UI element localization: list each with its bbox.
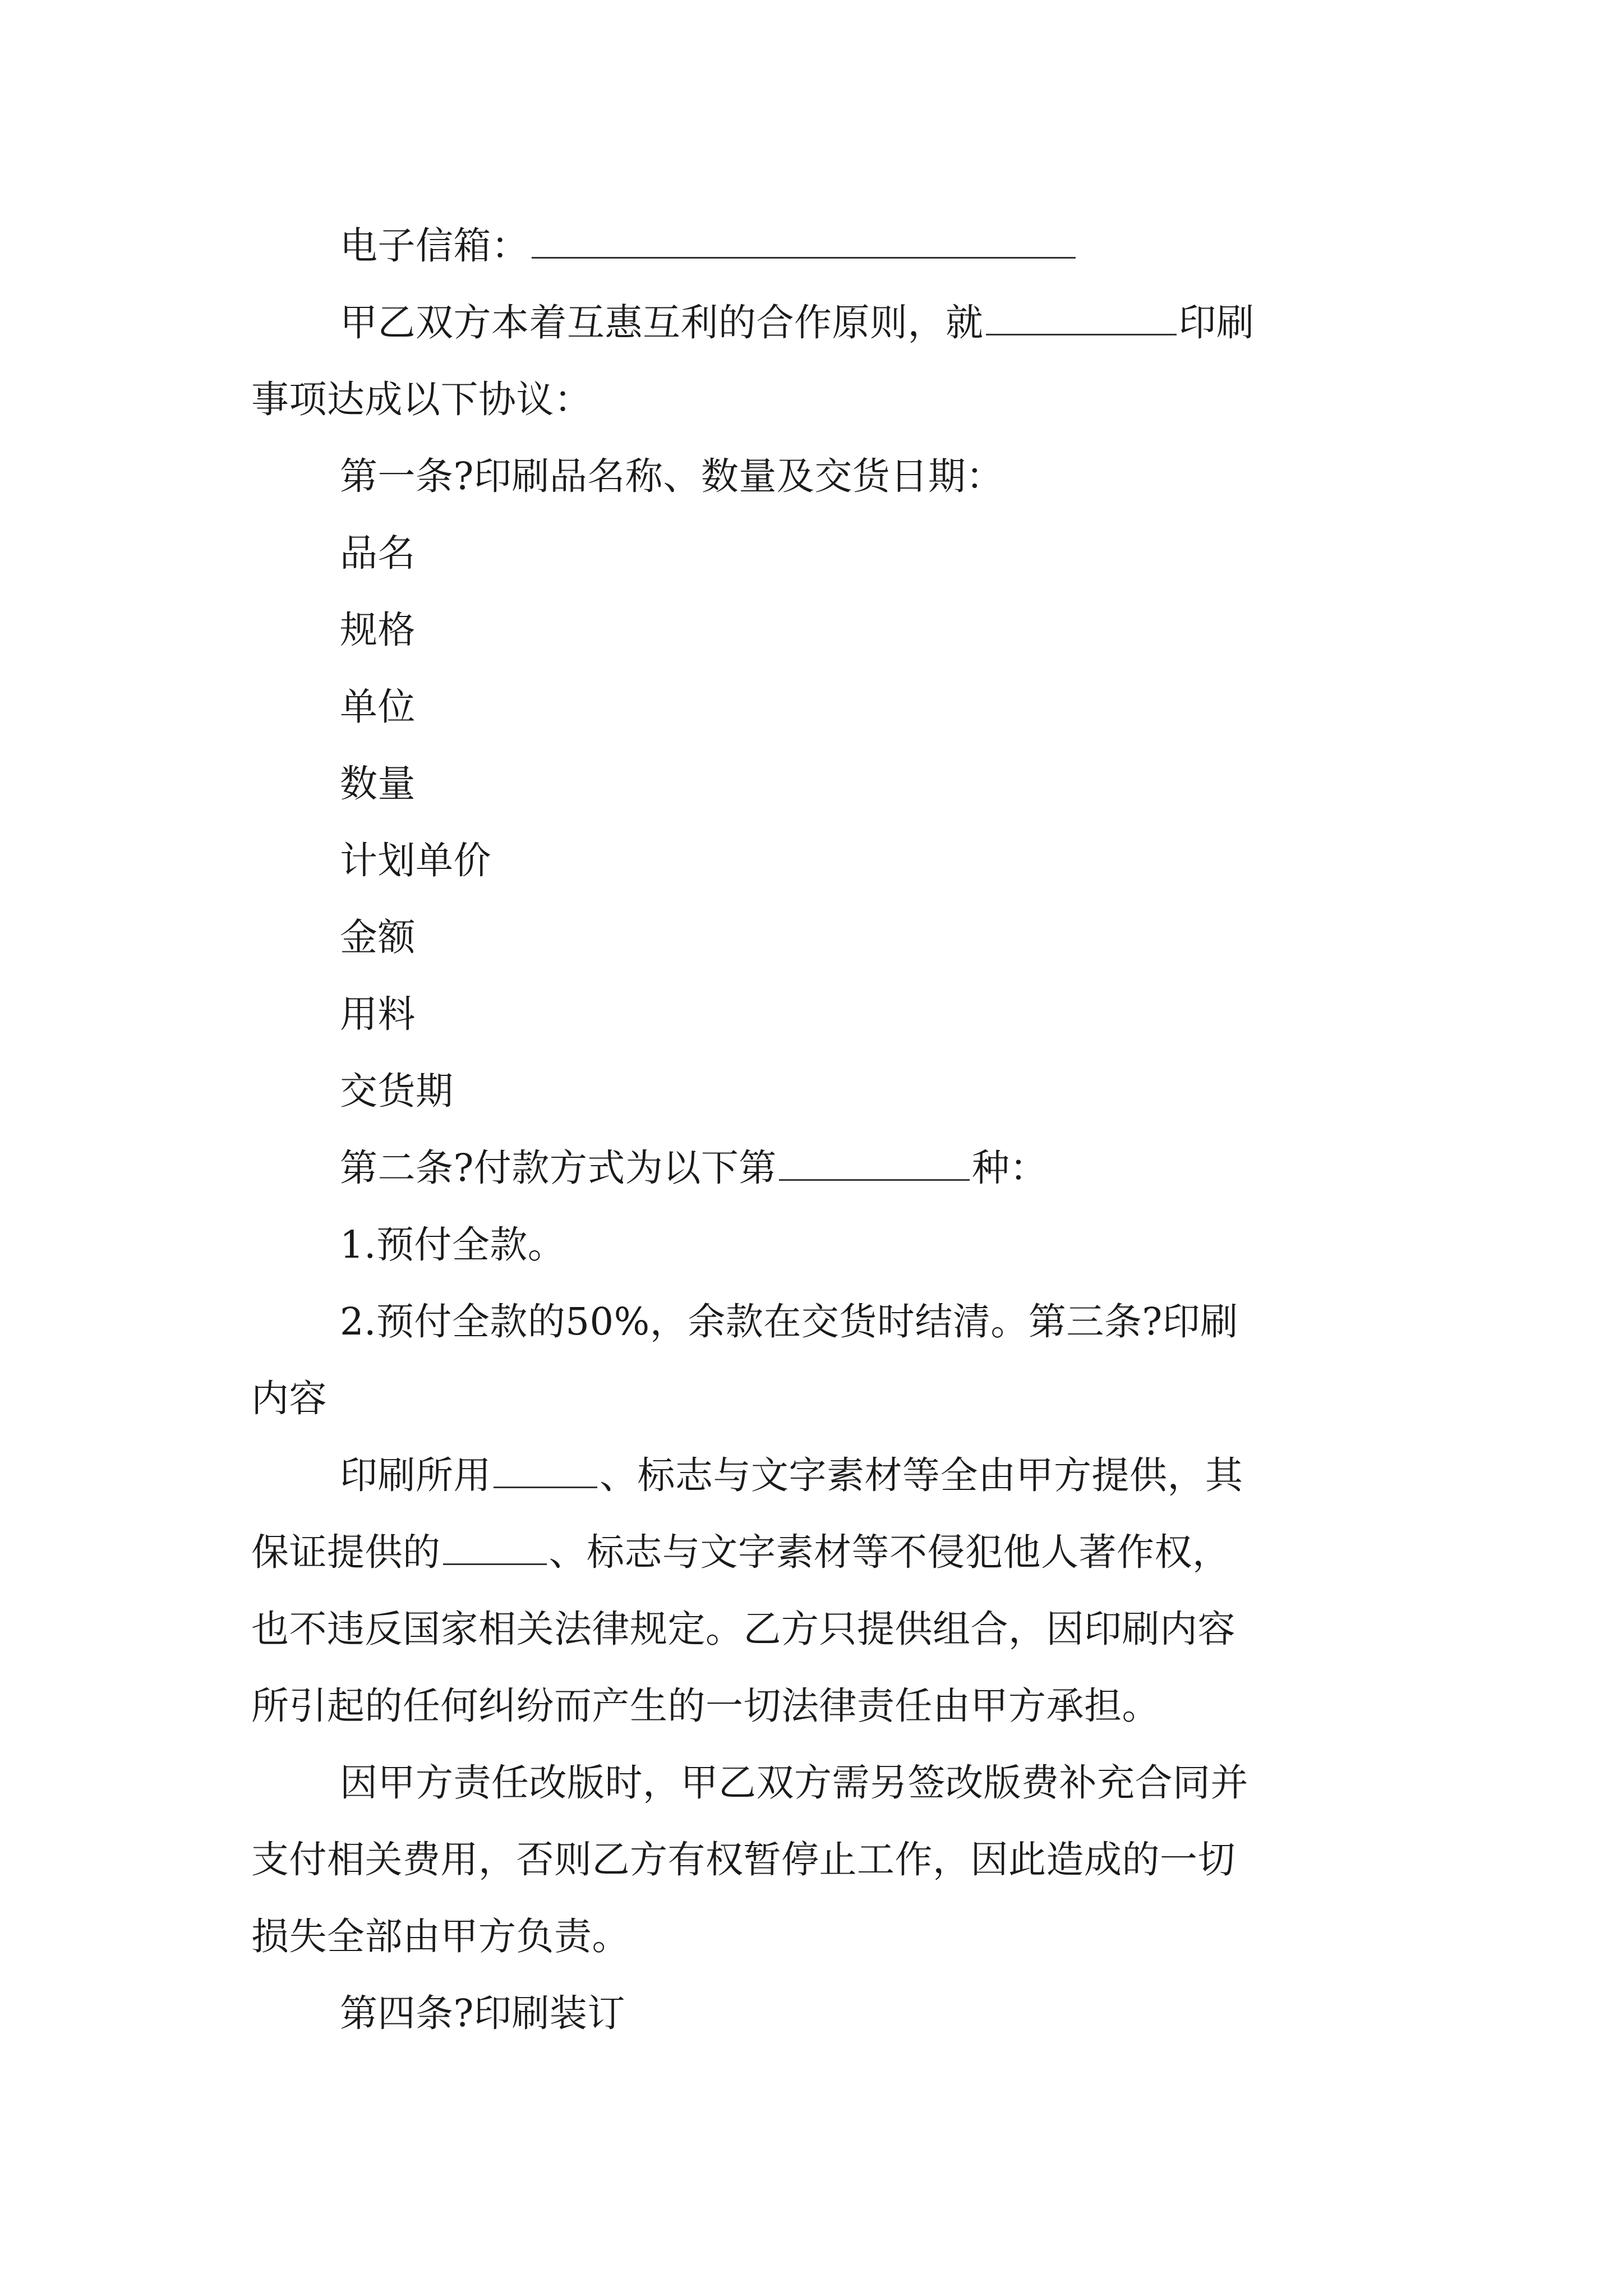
intro-text-a: 甲乙双方本着互惠互利的合作原则，就 xyxy=(340,301,984,344)
article3-line-3: 也不违反国家相关法律规定。乙方只提供组合，因印刷内容 xyxy=(251,1607,1235,1651)
revision-line-1: 因甲方责任改版时，甲乙双方需另签改版费补充合同并 xyxy=(340,1761,1248,1805)
article4-heading: 第四条?印刷装订 xyxy=(340,1991,625,2035)
article3-line-4: 所引起的任何纠纷而产生的一切法律责任由甲方承担。 xyxy=(251,1684,1160,1728)
revision-line-3: 损失全部由甲方负责。 xyxy=(251,1915,630,1958)
article1-item: 交货期 xyxy=(340,1069,454,1113)
payment-option-blank xyxy=(779,1147,970,1181)
email-label: 电子信箱： xyxy=(340,224,529,268)
article2-heading xyxy=(251,1130,1384,1207)
payment-option-1: 1.预付全款。 xyxy=(340,1223,566,1267)
intro-line-2: 事项达成以下协议： xyxy=(251,378,592,421)
article1-item: 单位 xyxy=(340,685,416,729)
article2-text-b: 种： xyxy=(971,1146,1048,1190)
article1-heading: 第一条?印刷品名称、数量及交货日期： xyxy=(340,454,1004,498)
article1-item: 用料 xyxy=(340,992,416,1036)
project-blank xyxy=(986,301,1177,335)
email-line xyxy=(251,208,1384,284)
article3-line-1 xyxy=(251,1437,1384,1514)
intro-line-1 xyxy=(251,284,1384,361)
article3-text-a: 印刷所用 xyxy=(340,1453,491,1497)
contract-body xyxy=(251,208,1384,2052)
article1-item: 金额 xyxy=(340,915,416,959)
article3-text-d: 、标志与文字素材等不侵犯他人著作权， xyxy=(548,1530,1230,1574)
article1-item: 数量 xyxy=(340,762,416,806)
payment-option-2-line-1: 2.预付全款的50%，余款在交货时结清。第三条?印刷 xyxy=(340,1300,1238,1343)
article2-text-a: 第二条?付款方式为以下第 xyxy=(340,1146,777,1190)
revision-line-2: 支付相关费用，否则乙方有权暂停止工作，因此造成的一切 xyxy=(251,1838,1235,1881)
article1-item: 规格 xyxy=(340,608,416,652)
payment-option-2-line-2: 内容 xyxy=(251,1377,327,1420)
material-blank-2 xyxy=(443,1531,547,1565)
article3-text-c: 保证提供的 xyxy=(251,1530,441,1574)
material-blank-1 xyxy=(494,1454,597,1488)
article3-text-b: 、标志与文字素材等全由甲方提供，其 xyxy=(600,1453,1243,1497)
article1-item: 品名 xyxy=(340,531,416,575)
article3-line-2 xyxy=(251,1514,1384,1591)
email-blank xyxy=(532,224,1076,259)
article1-item: 计划单价 xyxy=(340,839,491,882)
intro-text-b: 印刷 xyxy=(1178,301,1255,344)
